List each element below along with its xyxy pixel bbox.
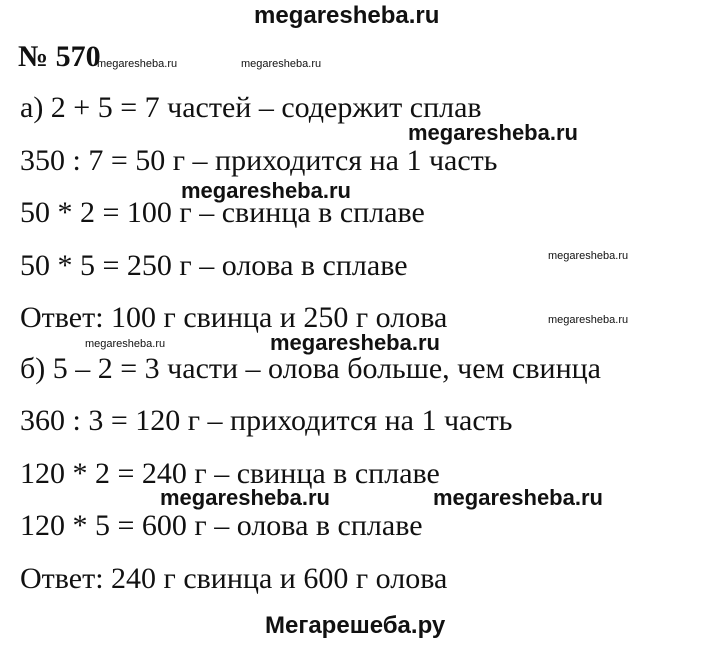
watermark-small: megaresheba.ru bbox=[85, 338, 166, 350]
watermark: megaresheba.ru bbox=[433, 485, 603, 510]
solution-line-b1: б) 5 – 2 = 3 части – олова больше, чем свинца bbox=[20, 352, 602, 385]
solution-line-b3: 120 * 2 = 240 г – свинца в сплаве bbox=[20, 457, 440, 490]
footer-site-watermark: Мегарешеба.ру bbox=[265, 612, 446, 639]
answer-b: Ответ: 240 г свинца и 600 г олова bbox=[20, 562, 448, 595]
solution-line-b2: 360 : 3 = 120 г – приходится на 1 часть bbox=[20, 404, 513, 437]
watermark-small: megaresheba.ru bbox=[97, 58, 178, 70]
solution-line-b4: 120 * 5 = 600 г – олова в сплаве bbox=[20, 509, 423, 542]
watermark-small: megaresheba.ru bbox=[548, 314, 629, 326]
watermark: megaresheba.ru bbox=[408, 120, 578, 145]
watermark: megaresheba.ru bbox=[270, 330, 440, 355]
solution-line-a1: а) 2 + 5 = 7 частей – содержит сплав bbox=[20, 91, 482, 124]
solution-line-a2: 350 : 7 = 50 г – приходится на 1 часть bbox=[20, 144, 498, 177]
watermark: megaresheba.ru bbox=[160, 485, 330, 510]
header-site-watermark: megaresheba.ru bbox=[254, 2, 440, 29]
solution-line-a4: 50 * 5 = 250 г – олова в сплаве bbox=[20, 249, 408, 282]
solution-line-a3: 50 * 2 = 100 г – свинца в сплаве bbox=[20, 196, 425, 229]
watermark-small: megaresheba.ru bbox=[548, 250, 629, 262]
answer-a: Ответ: 100 г свинца и 250 г олова bbox=[20, 301, 448, 334]
watermark: megaresheba.ru bbox=[181, 178, 351, 203]
watermark-small: megaresheba.ru bbox=[241, 58, 322, 70]
problem-number: № 570 bbox=[18, 40, 101, 73]
